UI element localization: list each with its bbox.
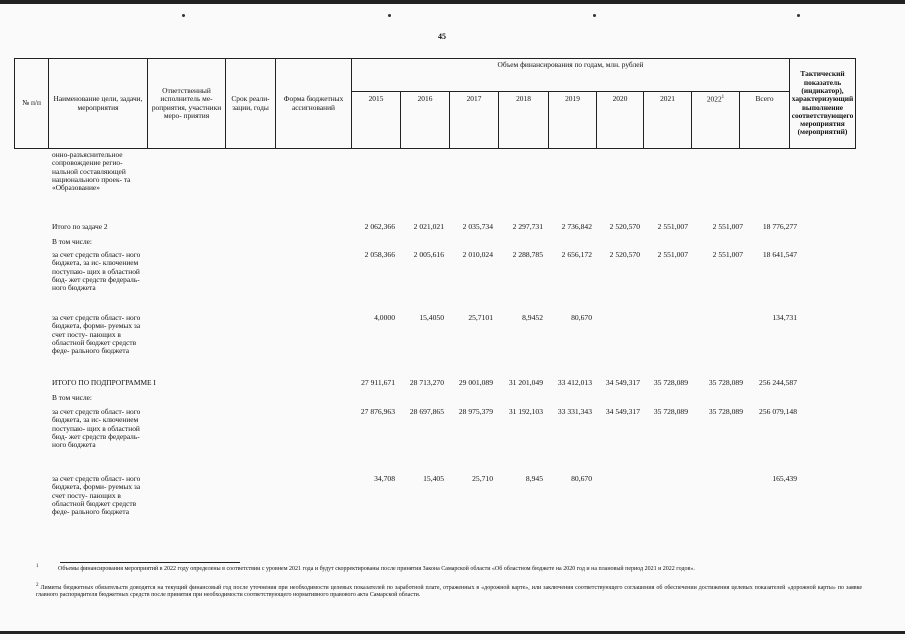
header-financing: Объем финансирования по годам, млн. рублей	[352, 59, 790, 92]
value-cell: 15,4050	[419, 313, 444, 322]
year-2022	[692, 92, 740, 149]
footnote-rule	[60, 562, 240, 563]
value-cell: 25,7101	[468, 313, 493, 322]
value-cell: 33 331,343	[557, 407, 592, 416]
row-label: В том числе:	[52, 237, 92, 246]
value-cell: 2 010,024	[462, 250, 493, 259]
scan-mark	[797, 14, 800, 17]
year-2017: 2017	[450, 92, 499, 149]
header-term: Срок реали- зации, годы	[226, 59, 276, 149]
value-cell: 35 728,089	[653, 407, 688, 416]
value-cell: 2 520,570	[609, 250, 640, 259]
footnote-mark: 1	[36, 564, 39, 569]
value-cell: 256 079,148	[759, 407, 797, 416]
value-cell: 2 058,366	[364, 250, 395, 259]
row-label: за счет средств област- ного бюджета, форми- руемых за счет посту- пающих в областной бюджет средств феде- рального бюджета	[52, 313, 141, 356]
value-cell: 2 520,570	[609, 222, 640, 231]
header-name: Наименование цели, задачи, мероприятия	[49, 59, 148, 149]
value-cell: 28 975,379	[458, 407, 493, 416]
row-label: ИТОГО ПО ПОДПРОГРАММЕ I	[52, 378, 156, 387]
value-cell: 2 551,007	[657, 250, 688, 259]
value-cell: 134,731	[772, 313, 797, 322]
value-cell: 2 656,172	[561, 250, 592, 259]
top-border-rule	[0, 0, 905, 4]
row-label: за счет средств област- ного бюджета, за ис- ключением поступаю- щих в областной бюд- жет средств федераль- ного бюджета	[52, 250, 141, 293]
year-2020: 2020	[597, 92, 644, 149]
footnote-ref: 1	[721, 95, 725, 100]
value-cell: 18 641,547	[762, 250, 797, 259]
value-cell: 2 551,007	[712, 250, 743, 259]
value-cell: 31 192,103	[508, 407, 543, 416]
header-indicator: Тактический показатель (индикатор), характеризующий выполнение соответствующего мероприятия (мероприятий)	[790, 59, 856, 149]
value-cell: 2 062,366	[364, 222, 395, 231]
value-cell: 2 021,021	[413, 222, 444, 231]
value-cell: 2 551,007	[712, 222, 743, 231]
row-label: Итого по задаче 2	[52, 222, 108, 231]
value-cell: 34,708	[374, 474, 395, 483]
value-cell: 33 412,013	[557, 378, 592, 387]
value-cell: 256 244,587	[759, 378, 797, 387]
footnote-mark: 2	[36, 583, 39, 588]
value-cell: 80,670	[571, 313, 592, 322]
header-form: Форма бюджетных ассигнований	[276, 59, 352, 149]
year-2015: 2015	[352, 92, 401, 149]
year-total: Всего	[740, 92, 790, 149]
year-2016: 2016	[401, 92, 450, 149]
header-num: № п/п	[15, 59, 49, 149]
value-cell: 4,0000	[374, 313, 395, 322]
year-2018: 2018	[499, 92, 549, 149]
year-2022-label: 2022	[706, 94, 722, 104]
value-cell: 80,670	[571, 474, 592, 483]
footnote-2	[36, 583, 862, 599]
value-cell: 2 005,616	[413, 250, 444, 259]
value-cell: 29 001,089	[458, 378, 493, 387]
value-cell: 15,405	[423, 474, 444, 483]
value-cell: 27 911,671	[361, 378, 395, 387]
footnote-1	[36, 564, 862, 573]
value-cell: 2 297,731	[512, 222, 543, 231]
footnote-text: Объемы финансирования мероприятий в 2022 году определены в соответствии с уровнем 2021 года и будут скорректированы после принятия Закона Самарской области «Об областном бюджете на 2020 год и на плановый период 2021 и 2022 годов».	[58, 566, 695, 572]
page-number: 45	[438, 32, 446, 41]
value-cell: 2 736,842	[561, 222, 592, 231]
value-cell: 27 876,963	[360, 407, 395, 416]
value-cell: 2 551,007	[657, 222, 688, 231]
value-cell: 2 288,785	[512, 250, 543, 259]
value-cell: 18 776,277	[762, 222, 797, 231]
table-header	[14, 58, 856, 149]
year-2019: 2019	[549, 92, 597, 149]
row-label: за счет средств област- ного бюджета, форми- руемых за счет посту- пающих в областной бюджет средств феде- рального бюджета	[52, 474, 141, 517]
row-label: В том числе:	[52, 393, 92, 402]
row-label: онно-разъяснительное сопровождение регио- нальной составляющей национального проек- та «Образование»	[52, 150, 131, 193]
bottom-border-rule	[0, 631, 905, 634]
value-cell: 28 697,865	[409, 407, 444, 416]
scan-mark	[593, 14, 596, 17]
value-cell: 34 549,317	[605, 378, 640, 387]
value-cell: 35 728,089	[708, 378, 743, 387]
value-cell: 25,710	[472, 474, 493, 483]
value-cell: 35 728,089	[653, 378, 688, 387]
year-2021: 2021	[644, 92, 692, 149]
row-label: за счет средств област- ного бюджета, за ис- ключением поступаю- щих в областной бюд- жет средств федераль- ного бюджета	[52, 407, 141, 450]
scan-mark	[388, 14, 391, 17]
value-cell: 8,9452	[522, 313, 543, 322]
value-cell: 8,945	[525, 474, 543, 483]
value-cell: 35 728,089	[708, 407, 743, 416]
value-cell: 28 713,270	[409, 378, 444, 387]
footnote-text: Лимиты бюджетных обязательств доводятся на текущий финансовый год после уточнения при необходимости целевых показателей по заработной плате, отраженных в «дорожной карте», или заключения соответствующего соглашения об обеспечении достижения целевых показателей «дорожной карты» по заявке главного распорядителя бюджетных средств после принятия при необходимости соответствующего нормативного правового акта Самарской области.	[36, 585, 862, 598]
value-cell: 31 201,049	[508, 378, 543, 387]
header-executor: Ответственный исполнитель ме- роприятия, участники меро- приятия	[148, 59, 226, 149]
value-cell: 2 035,734	[462, 222, 493, 231]
value-cell: 165,439	[772, 474, 797, 483]
scan-mark	[182, 14, 185, 17]
value-cell: 34 549,317	[605, 407, 640, 416]
